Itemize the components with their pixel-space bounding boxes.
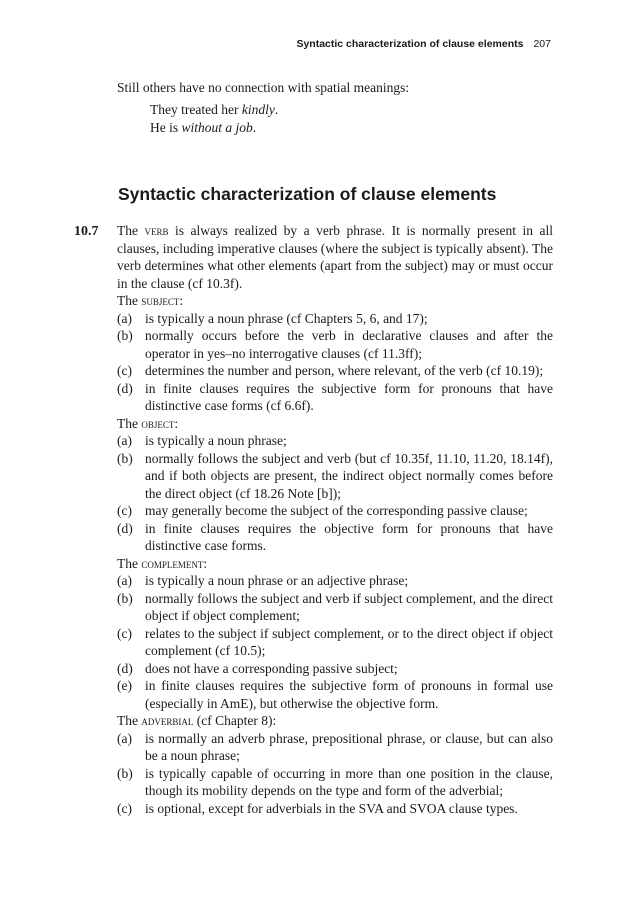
list-item-label: (a): [117, 433, 132, 448]
list-item-label: (c): [117, 363, 132, 378]
list-item-label: (b): [117, 590, 133, 606]
clause-element-groups: [117, 292, 553, 817]
list-item-label: (d): [117, 380, 133, 396]
group-term: object: [141, 415, 175, 431]
list-item: [117, 432, 553, 450]
list-item: [117, 450, 553, 503]
section-title: Syntactic characterization of clause elements: [118, 184, 497, 204]
list-item-text: in finite clauses requires the subjective form for pronouns that have distinctive case forms (cf 6.6f).: [145, 380, 553, 413]
list-item-label: (a): [117, 573, 132, 588]
list-item-label: (b): [117, 450, 133, 466]
verb-paragraph: The verb is always realized by a verb phrase. It is normally present in all clauses, including imperative clauses (where the subject is typically absent). The verb determines what other elements (apart from the subject) may or must occur in the clause (cf 10.3f).: [117, 223, 553, 291]
group-heading: The subject:: [117, 293, 184, 308]
list-item: [117, 502, 553, 520]
section-body: [117, 222, 553, 817]
running-head: [0, 38, 551, 50]
list-item-text: is typically a noun phrase or an adjective phrase;: [145, 573, 409, 588]
list-item-label: (e): [117, 678, 132, 693]
list-item-label: (a): [117, 730, 132, 746]
list-item-label: (c): [117, 625, 132, 641]
list-item-text: in finite clauses requires the subjective form of pronouns in formal use (especially in AmE), but otherwise the objective form.: [145, 678, 553, 711]
list-item: [117, 677, 553, 712]
list-item-label: (d): [117, 520, 133, 536]
running-head-title: Syntactic characterization of clause elements: [296, 38, 524, 50]
list-item: [117, 310, 553, 328]
list-item: [117, 590, 553, 625]
page-number: 207: [533, 38, 551, 50]
list-item: [117, 730, 553, 765]
list-item: [117, 660, 553, 678]
group-heading: The object:: [117, 415, 179, 431]
list-item: [117, 327, 553, 362]
list-item-text: in finite clauses requires the objective form for pronouns that have distinctive case forms.: [145, 520, 553, 553]
list-item-text: is typically a noun phrase;: [145, 433, 287, 448]
list-item-label: (a): [117, 310, 132, 326]
list-item-label: (b): [117, 328, 133, 343]
list-item-label: (d): [117, 660, 133, 676]
term-verb: verb: [144, 223, 169, 238]
group-term: adverbial: [141, 713, 194, 728]
list-item: [117, 765, 553, 800]
list-item-text: does not have a corresponding passive subject;: [145, 660, 398, 676]
list-item-text: normally occurs before the verb in declarative clauses and after the operator in yes–no interrogative clauses (cf 11.3ff);: [145, 328, 553, 361]
list-item: [117, 625, 553, 660]
group-term: subject: [141, 293, 180, 308]
list-item-text: may generally become the subject of the corresponding passive clause;: [145, 503, 528, 518]
list-item: [117, 362, 553, 380]
list-item-text: is normally an adverb phrase, prepositional phrase, or clause, but can also be a noun phrase;: [145, 730, 553, 763]
list-item-text: is optional, except for adverbials in the SVA and SVOA clause types.: [145, 800, 518, 816]
example-sentence: They treated her kindly.: [150, 102, 279, 117]
list-item-text: is typically capable of occurring in more than one position in the clause, though its mobility depends on the type and form of the adverbial;: [145, 765, 553, 798]
list-item-text: determines the number and person, where relevant, of the verb (cf 10.19);: [145, 363, 544, 378]
list-item-label: (c): [117, 503, 132, 518]
example-sentence: He is without a job.: [150, 120, 257, 135]
list-item: [117, 380, 553, 415]
section-number: 10.7: [74, 224, 99, 239]
group-heading: The complement:: [117, 555, 208, 571]
list-item: [117, 800, 553, 818]
list-item-label: (b): [117, 765, 133, 781]
list-item-text: normally follows the subject and verb (but cf 10.35f, 11.10, 11.20, 18.14f), and if both objects are present, the indirect object normally comes before the direct object (cf 18.26 Note [b]);: [145, 450, 553, 501]
list-item: [117, 572, 553, 590]
group-term: complement: [141, 555, 204, 571]
intro-sentence: Still others have no connection with spatial meanings:: [117, 80, 410, 95]
list-item-label: (c): [117, 800, 132, 816]
list-item: [117, 520, 553, 555]
list-item-text: normally follows the subject and verb if subject complement, and the direct object if object complement;: [145, 590, 553, 623]
group-heading: The adverbial (cf Chapter 8):: [117, 713, 277, 728]
list-item-text: relates to the subject if subject complement, or to the direct object if object complement (cf 10.5);: [145, 625, 553, 658]
list-item-text: is typically a noun phrase (cf Chapters 5, 6, and 17);: [145, 310, 428, 326]
